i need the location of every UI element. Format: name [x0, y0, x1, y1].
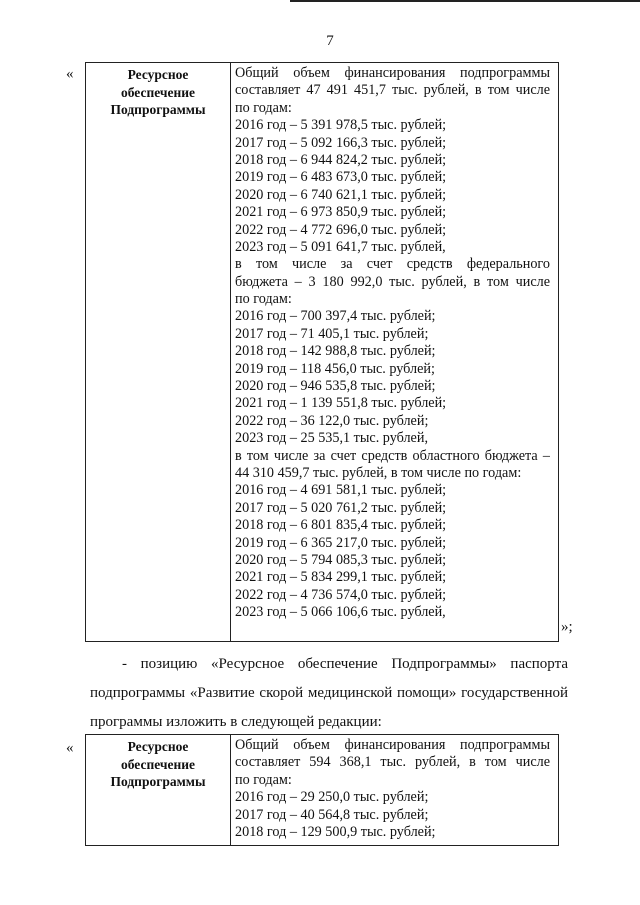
- year-line: 2021 год – 6 973 850,9 тыс. рублей;: [235, 204, 447, 221]
- paragraph-line: подпрограммы «Развитие скорой медицинской помощи» государственной: [90, 685, 568, 701]
- text-line: Общий объем финансирования подпрограммы: [235, 737, 550, 753]
- label-line: Ресурсное: [127, 67, 189, 82]
- year-line: 2018 год – 6 801 835,4 тыс. рублей;: [235, 517, 447, 534]
- year-line: 2018 год – 129 500,9 тыс. рублей;: [235, 823, 436, 840]
- text-line: в том числе за счет средств федерального: [235, 256, 550, 273]
- financing-cell: [235, 63, 550, 622]
- text-line: составляет 594 368,1 тыс. рублей, в том числе: [235, 754, 550, 771]
- year-line: 2023 год – 5 091 641,7 тыс. рублей,: [235, 238, 446, 255]
- year-line: 2021 год – 5 834 299,1 тыс. рублей;: [235, 569, 447, 586]
- label-line: Подпрограммы: [110, 774, 206, 789]
- year-line: 2022 год – 36 122,0 тыс. рублей;: [235, 412, 429, 429]
- text-line: Общий объем финансирования подпрограммы: [235, 65, 550, 81]
- text-line: 44 310 459,7 тыс. рублей, в том числе по годам:: [235, 464, 522, 481]
- year-line: 2020 год – 6 740 621,1 тыс. рублей;: [235, 186, 447, 203]
- year-line: 2016 год – 4 691 581,1 тыс. рублей;: [235, 482, 447, 499]
- text-line: по годам:: [235, 771, 292, 788]
- financing-cell: [235, 735, 550, 841]
- year-line: 2020 год – 5 794 085,3 тыс. рублей;: [235, 551, 447, 568]
- label-line: обеспечение: [120, 756, 196, 772]
- year-line: 2016 год – 700 397,4 тыс. рублей;: [235, 308, 436, 325]
- year-line: 2019 год – 6 483 673,0 тыс. рублей;: [235, 169, 447, 186]
- year-line: 2019 год – 118 456,0 тыс. рублей;: [235, 360, 435, 377]
- year-line: 2016 год – 29 250,0 тыс. рублей;: [235, 789, 429, 806]
- year-line: 2023 год – 25 535,1 тыс. рублей,: [235, 430, 428, 447]
- year-line: 2019 год – 6 365 217,0 тыс. рублей;: [235, 534, 447, 551]
- year-line: 2017 год – 5 092 166,3 тыс. рублей;: [235, 134, 447, 151]
- text-line: бюджета – 3 180 992,0 тыс. рублей, в том числе: [235, 273, 550, 290]
- year-line: 2017 год – 40 564,8 тыс. рублей;: [235, 806, 429, 823]
- year-line: 2023 год – 5 066 106,6 тыс. рублей,: [235, 604, 446, 621]
- year-line: 2016 год – 5 391 978,5 тыс. рублей;: [235, 117, 447, 134]
- open-quote-2: «: [66, 740, 74, 756]
- text-line: в том числе за счет средств областного бюджета –: [235, 447, 550, 464]
- resource-label-cell: [86, 63, 231, 641]
- year-line: 2018 год – 6 944 824,2 тыс. рублей;: [235, 151, 447, 168]
- label-line: обеспечение: [120, 84, 196, 100]
- text-line: составляет 47 491 451,7 тыс. рублей, в том числе: [235, 82, 550, 99]
- paragraph-line: - позицию «Ресурсное обеспечение Подпрограммы» паспорта: [122, 656, 568, 672]
- page-number: 7: [326, 33, 334, 49]
- paragraph-line: программы изложить в следующей редакции:: [90, 714, 382, 730]
- year-line: 2017 год – 71 405,1 тыс. рублей;: [235, 325, 429, 342]
- year-line: 2022 год – 4 772 696,0 тыс. рублей;: [235, 221, 447, 238]
- year-line: 2020 год – 946 535,8 тыс. рублей;: [235, 378, 436, 395]
- year-line: 2021 год – 1 139 551,8 тыс. рублей;: [235, 395, 447, 412]
- year-line: 2022 год – 4 736 574,0 тыс. рублей;: [235, 586, 447, 603]
- resource-table-2: [85, 734, 559, 846]
- resource-label-cell: [86, 735, 231, 845]
- open-quote: «: [66, 66, 74, 82]
- text-line: по годам:: [235, 291, 292, 308]
- year-line: 2017 год – 5 020 761,2 тыс. рублей;: [235, 499, 447, 516]
- label-line: Ресурсное: [127, 739, 189, 754]
- resource-table-1: [85, 62, 559, 642]
- label-line: Подпрограммы: [110, 102, 206, 117]
- text-line: по годам:: [235, 99, 292, 116]
- close-quote: »;: [561, 619, 573, 635]
- year-line: 2018 год – 142 988,8 тыс. рублей;: [235, 343, 436, 360]
- top-rule: [290, 0, 640, 2]
